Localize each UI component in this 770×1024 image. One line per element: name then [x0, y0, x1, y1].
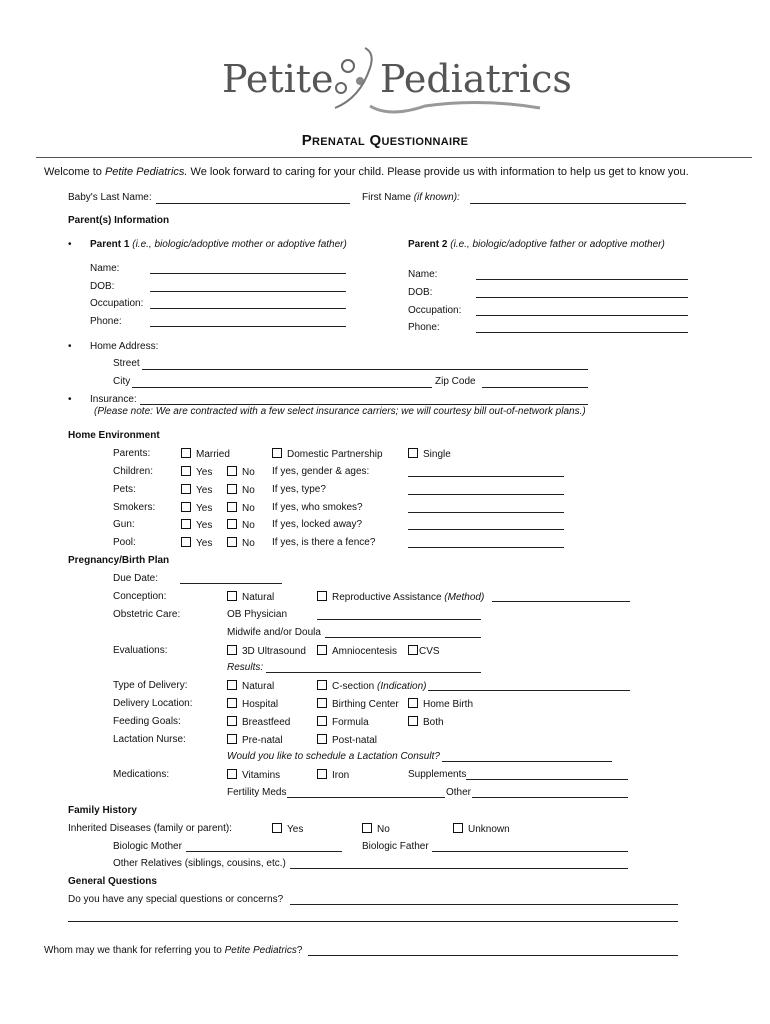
svg-text:Pediatrics: Pediatrics	[380, 57, 572, 101]
formula-checkbox[interactable]: Formula	[317, 716, 369, 729]
smokers-yes-checkbox[interactable]: Yes	[181, 502, 212, 515]
pregnancy-heading: Pregnancy/Birth Plan	[68, 555, 170, 566]
single-checkbox[interactable]: Single	[408, 448, 451, 461]
gun-no-checkbox[interactable]: No	[227, 519, 255, 532]
parents-status-label: Parents:	[113, 448, 151, 459]
children-label: Children:	[113, 466, 154, 477]
baby-last-name-field[interactable]	[156, 203, 350, 204]
bullet: •	[68, 341, 72, 352]
street-field[interactable]	[142, 369, 588, 370]
results-label: Results:	[227, 662, 264, 673]
birthing-center-checkbox[interactable]: Birthing Center	[317, 698, 399, 711]
biologic-father-field[interactable]	[432, 851, 628, 852]
parent2-phone-label: Phone:	[408, 322, 440, 333]
conception-label: Conception:	[113, 591, 167, 602]
children-yes-checkbox[interactable]: Yes	[181, 466, 212, 479]
biologic-mother-field[interactable]	[186, 851, 342, 852]
prenatal-checkbox[interactable]: Pre-natal	[227, 734, 283, 747]
married-checkbox[interactable]: Married	[181, 448, 230, 461]
parents-heading: Parent(s) Information	[68, 215, 170, 226]
biologic-father-label: Biologic Father	[362, 841, 429, 852]
csection-checkbox[interactable]: C-section (Indication)	[317, 680, 427, 693]
smokers-no-checkbox[interactable]: No	[227, 502, 255, 515]
zip-label: Zip Code	[435, 376, 476, 387]
gun-answer-field[interactable]	[408, 529, 564, 530]
home-address-label: Home Address:	[90, 341, 159, 352]
both-checkbox[interactable]: Both	[408, 716, 444, 729]
delivery-type-label: Type of Delivery:	[113, 680, 188, 691]
pool-no-checkbox[interactable]: No	[227, 537, 255, 550]
other-relatives-field[interactable]	[290, 868, 628, 869]
baby-first-name-field[interactable]	[470, 203, 686, 204]
lactation-consult-question: Would you like to schedule a Lactation Consult?	[227, 751, 440, 762]
city-label: City	[113, 376, 131, 387]
children-no-checkbox[interactable]: No	[227, 466, 255, 479]
parent1-dob-field[interactable]	[150, 291, 346, 292]
parent1-name-label: Name:	[90, 263, 120, 274]
pets-label: Pets:	[113, 484, 136, 495]
gun-question: If yes, locked away?	[272, 519, 363, 530]
referral-question: Whom may we thank for referring you to Petite Pediatrics?	[44, 945, 303, 956]
midwife-field[interactable]	[325, 637, 481, 638]
svg-text:Petite: Petite	[222, 57, 334, 101]
parent2-occupation-label: Occupation:	[408, 305, 462, 316]
midwife-label: Midwife and/or Doula	[227, 627, 321, 638]
concerns-field[interactable]	[290, 904, 678, 905]
inherited-yes-checkbox[interactable]: Yes	[272, 823, 303, 836]
inherited-diseases-label: Inherited Diseases (family or parent):	[68, 823, 232, 834]
due-date-field[interactable]	[180, 583, 282, 584]
smokers-answer-field[interactable]	[408, 512, 564, 513]
home-environment-heading: Home Environment	[68, 430, 160, 441]
parent2-name-field[interactable]	[476, 279, 688, 280]
other-meds-label: Other	[446, 787, 472, 798]
lactation-consult-field[interactable]	[442, 761, 612, 762]
ultrasound-checkbox[interactable]: 3D Ultrasound	[227, 645, 306, 658]
biologic-mother-label: Biologic Mother	[113, 841, 182, 852]
fertility-meds-field[interactable]	[287, 797, 445, 798]
pets-yes-checkbox[interactable]: Yes	[181, 484, 212, 497]
page-title: Prenatal Questionnaire	[301, 132, 469, 149]
parent1-dob-label: DOB:	[90, 281, 115, 292]
postnatal-checkbox[interactable]: Post-natal	[317, 734, 377, 747]
home-birth-checkbox[interactable]: Home Birth	[408, 698, 473, 711]
petite-pediatrics-logo	[220, 48, 572, 118]
concerns-question: Do you have any special questions or concerns?	[68, 894, 284, 905]
pets-no-checkbox[interactable]: No	[227, 484, 255, 497]
parent1-phone-field[interactable]	[150, 326, 346, 327]
parent1-phone-label: Phone:	[90, 316, 122, 327]
obstetric-care-label: Obstetric Care:	[113, 609, 181, 620]
insurance-label: Insurance:	[90, 394, 137, 405]
parent2-heading: Parent 2 (i.e., biologic/adoptive father or adoptive mother)	[408, 239, 665, 250]
results-field[interactable]	[266, 672, 481, 673]
fertility-meds-label: Fertility Meds	[227, 787, 287, 798]
family-history-heading: Family History	[68, 805, 137, 816]
referral-field[interactable]	[308, 955, 678, 956]
gun-label: Gun:	[113, 519, 135, 530]
ob-physician-label: OB Physician	[227, 609, 288, 620]
other-meds-field[interactable]	[472, 797, 628, 798]
pool-answer-field[interactable]	[408, 547, 564, 548]
gun-yes-checkbox[interactable]: Yes	[181, 519, 212, 532]
parent2-phone-field[interactable]	[476, 332, 688, 333]
inherited-unknown-checkbox[interactable]: Unknown	[453, 823, 510, 836]
zip-field[interactable]	[482, 387, 588, 388]
general-questions-heading: General Questions	[68, 876, 157, 887]
inherited-no-checkbox[interactable]: No	[362, 823, 390, 836]
parent1-occupation-field[interactable]	[150, 308, 346, 309]
ob-physician-field[interactable]	[317, 619, 481, 620]
supplements-field[interactable]	[466, 779, 628, 780]
parent2-dob-label: DOB:	[408, 287, 433, 298]
conception-natural-checkbox[interactable]: Natural	[227, 591, 274, 604]
pets-answer-field[interactable]	[408, 494, 564, 495]
bullet: •	[68, 239, 72, 250]
city-field[interactable]	[132, 387, 432, 388]
baby-first-name-label: First Name (if known):	[362, 192, 460, 203]
bullet: •	[68, 394, 72, 405]
medications-label: Medications:	[113, 769, 170, 780]
welcome-text: Welcome to Petite Pediatrics. We look forward to caring for your child. Please provide us with information to help us get to know you.	[44, 166, 689, 178]
smokers-question: If yes, who smokes?	[272, 502, 363, 513]
parent2-occupation-field[interactable]	[476, 315, 688, 316]
delivery-location-label: Delivery Location:	[113, 698, 193, 709]
cvs-checkbox[interactable]: CVS	[408, 645, 440, 658]
supplements-label: Supplements	[408, 769, 467, 780]
concerns-field-line2[interactable]	[68, 921, 678, 922]
lactation-nurse-label: Lactation Nurse:	[113, 734, 186, 745]
insurance-note: (Please note: We are contracted with a few select insurance carriers; we will courtesy bill out-of-network plans.)	[94, 406, 586, 417]
baby-last-name-label: Baby's Last Name:	[68, 192, 152, 203]
pool-yes-checkbox[interactable]: Yes	[181, 537, 212, 550]
due-date-label: Due Date:	[113, 573, 159, 584]
pool-label: Pool:	[113, 537, 136, 548]
parent2-dob-field[interactable]	[476, 297, 688, 298]
delivery-natural-checkbox[interactable]: Natural	[227, 680, 274, 693]
method-field[interactable]	[492, 601, 630, 602]
vitamins-checkbox[interactable]: Vitamins	[227, 769, 280, 782]
children-question: If yes, gender & ages:	[272, 466, 370, 477]
pets-question: If yes, type?	[272, 484, 326, 495]
pool-question: If yes, is there a fence?	[272, 537, 376, 548]
smokers-label: Smokers:	[113, 502, 156, 513]
parent1-occupation-label: Occupation:	[90, 298, 144, 309]
breastfeed-checkbox[interactable]: Breastfeed	[227, 716, 290, 729]
amniocentesis-checkbox[interactable]: Amniocentesis	[317, 645, 397, 658]
feeding-goals-label: Feeding Goals:	[113, 716, 181, 727]
reproductive-assistance-checkbox[interactable]: Reproductive Assistance (Method)	[317, 591, 484, 604]
indication-field[interactable]	[428, 690, 630, 691]
other-relatives-label: Other Relatives (siblings, cousins, etc.)	[113, 858, 286, 869]
insurance-field[interactable]	[140, 404, 588, 405]
iron-checkbox[interactable]: Iron	[317, 769, 349, 782]
title-divider	[36, 157, 752, 158]
hospital-checkbox[interactable]: Hospital	[227, 698, 278, 711]
street-label: Street	[113, 358, 140, 369]
domestic-partnership-checkbox[interactable]: Domestic Partnership	[272, 448, 383, 461]
evaluations-label: Evaluations:	[113, 645, 168, 656]
parent1-heading: Parent 1 (i.e., biologic/adoptive mother or adoptive father)	[90, 239, 347, 250]
parent1-name-field[interactable]	[150, 273, 346, 274]
children-answer-field[interactable]	[408, 476, 564, 477]
parent2-name-label: Name:	[408, 269, 438, 280]
